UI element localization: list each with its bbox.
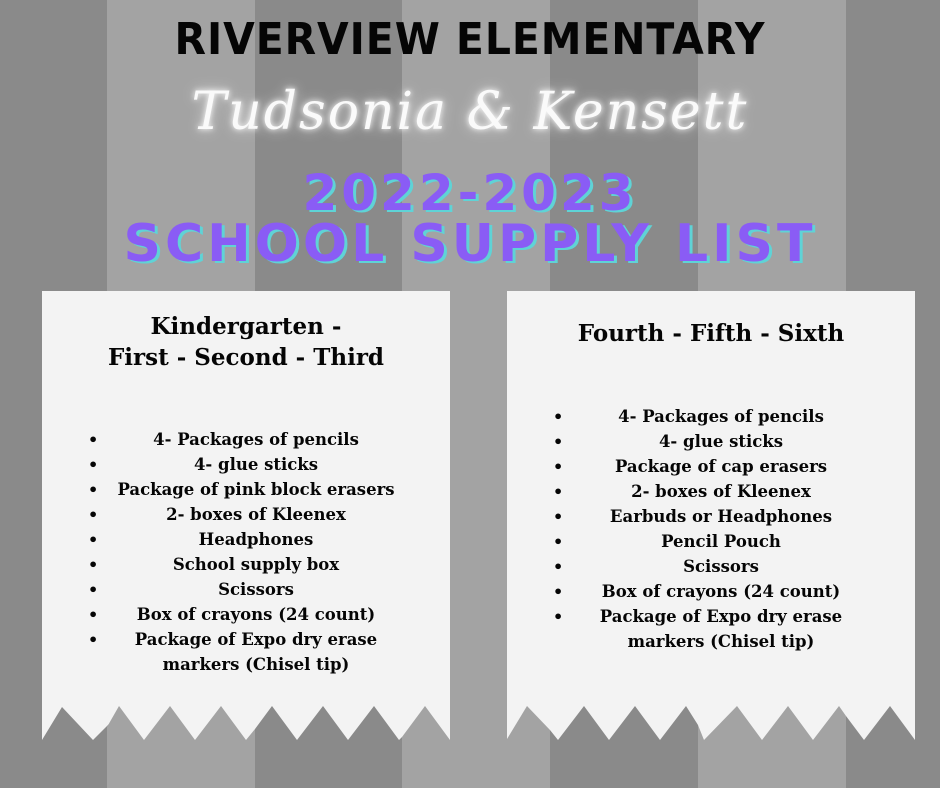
school-year: 2022-2023	[302, 164, 638, 222]
item-text: 4- glue sticks	[658, 432, 784, 451]
bullet-icon: •	[88, 580, 99, 599]
item-text: 4- Packages of pencils	[153, 430, 359, 449]
item-text: Scissors	[218, 580, 294, 599]
bullet-icon: •	[553, 557, 564, 576]
list-item	[42, 527, 450, 552]
item-text: Package of Expo dry erase markers (Chisel tip)	[599, 607, 843, 651]
bullet-icon: •	[553, 482, 564, 501]
bullet-icon: •	[88, 430, 99, 449]
list-item	[507, 529, 915, 554]
item-text: 2- boxes of Kleenex	[631, 482, 811, 501]
list-item	[42, 552, 450, 577]
campuses-script: Tudsonia & Kensett	[191, 82, 749, 142]
list-item	[507, 479, 915, 504]
item-text: Headphones	[198, 530, 314, 549]
supply-list	[507, 404, 915, 654]
item-text: Earbuds or Headphones	[609, 507, 833, 526]
bullet-icon: •	[553, 507, 564, 526]
list-item	[507, 429, 915, 454]
list-item	[42, 452, 450, 477]
list-item	[42, 627, 450, 677]
bullet-icon: •	[88, 555, 99, 574]
list-item	[507, 554, 915, 579]
bullet-icon: •	[88, 505, 99, 524]
item-text: Package of cap erasers	[614, 457, 828, 476]
list-item	[42, 577, 450, 602]
item-text: Box of crayons (24 count)	[136, 605, 376, 624]
list-item	[507, 604, 915, 654]
torn-edge-teeth	[42, 706, 450, 742]
list-item	[507, 454, 915, 479]
list-item	[507, 579, 915, 604]
item-text: Scissors	[683, 557, 759, 576]
list-item	[42, 477, 450, 502]
bullet-icon: •	[553, 432, 564, 451]
list-item	[507, 504, 915, 529]
bullet-icon: •	[553, 532, 564, 551]
list-item	[42, 502, 450, 527]
supply-list	[42, 427, 450, 677]
item-text: 2- boxes of Kleenex	[166, 505, 346, 524]
bullet-icon: •	[88, 455, 99, 474]
bullet-icon: •	[88, 630, 99, 649]
list-item	[42, 427, 450, 452]
school-name: RIVERVIEW ELEMENTARY	[174, 14, 766, 65]
panel-4-6	[507, 291, 915, 741]
panel-title-line: Fourth - Fifth - Sixth	[577, 320, 845, 347]
panel-k-3	[42, 291, 450, 741]
bullet-icon: •	[553, 457, 564, 476]
item-text: Package of Expo dry erase markers (Chisel tip)	[134, 630, 378, 674]
item-text: School supply box	[172, 555, 340, 574]
panel-title-line: Kindergarten -	[150, 313, 342, 340]
panel-title	[42, 311, 450, 373]
bullet-icon: •	[88, 605, 99, 624]
list-item	[42, 602, 450, 627]
item-text: 4- glue sticks	[193, 455, 319, 474]
item-text: Box of crayons (24 count)	[601, 582, 841, 601]
bullet-icon: •	[553, 407, 564, 426]
bullet-icon: •	[88, 480, 99, 499]
item-text: Package of pink block erasers	[117, 480, 395, 499]
item-text: 4- Packages of pencils	[618, 407, 824, 426]
list-heading: SCHOOL SUPPLY LIST	[123, 214, 817, 274]
bullet-icon: •	[88, 530, 99, 549]
panel-title-line: First - Second - Third	[107, 344, 385, 371]
bullet-icon: •	[553, 607, 564, 626]
bullet-icon: •	[553, 582, 564, 601]
panel-title	[507, 318, 915, 349]
item-text: Pencil Pouch	[661, 532, 781, 551]
torn-edge-teeth	[507, 706, 915, 742]
list-item	[507, 404, 915, 429]
